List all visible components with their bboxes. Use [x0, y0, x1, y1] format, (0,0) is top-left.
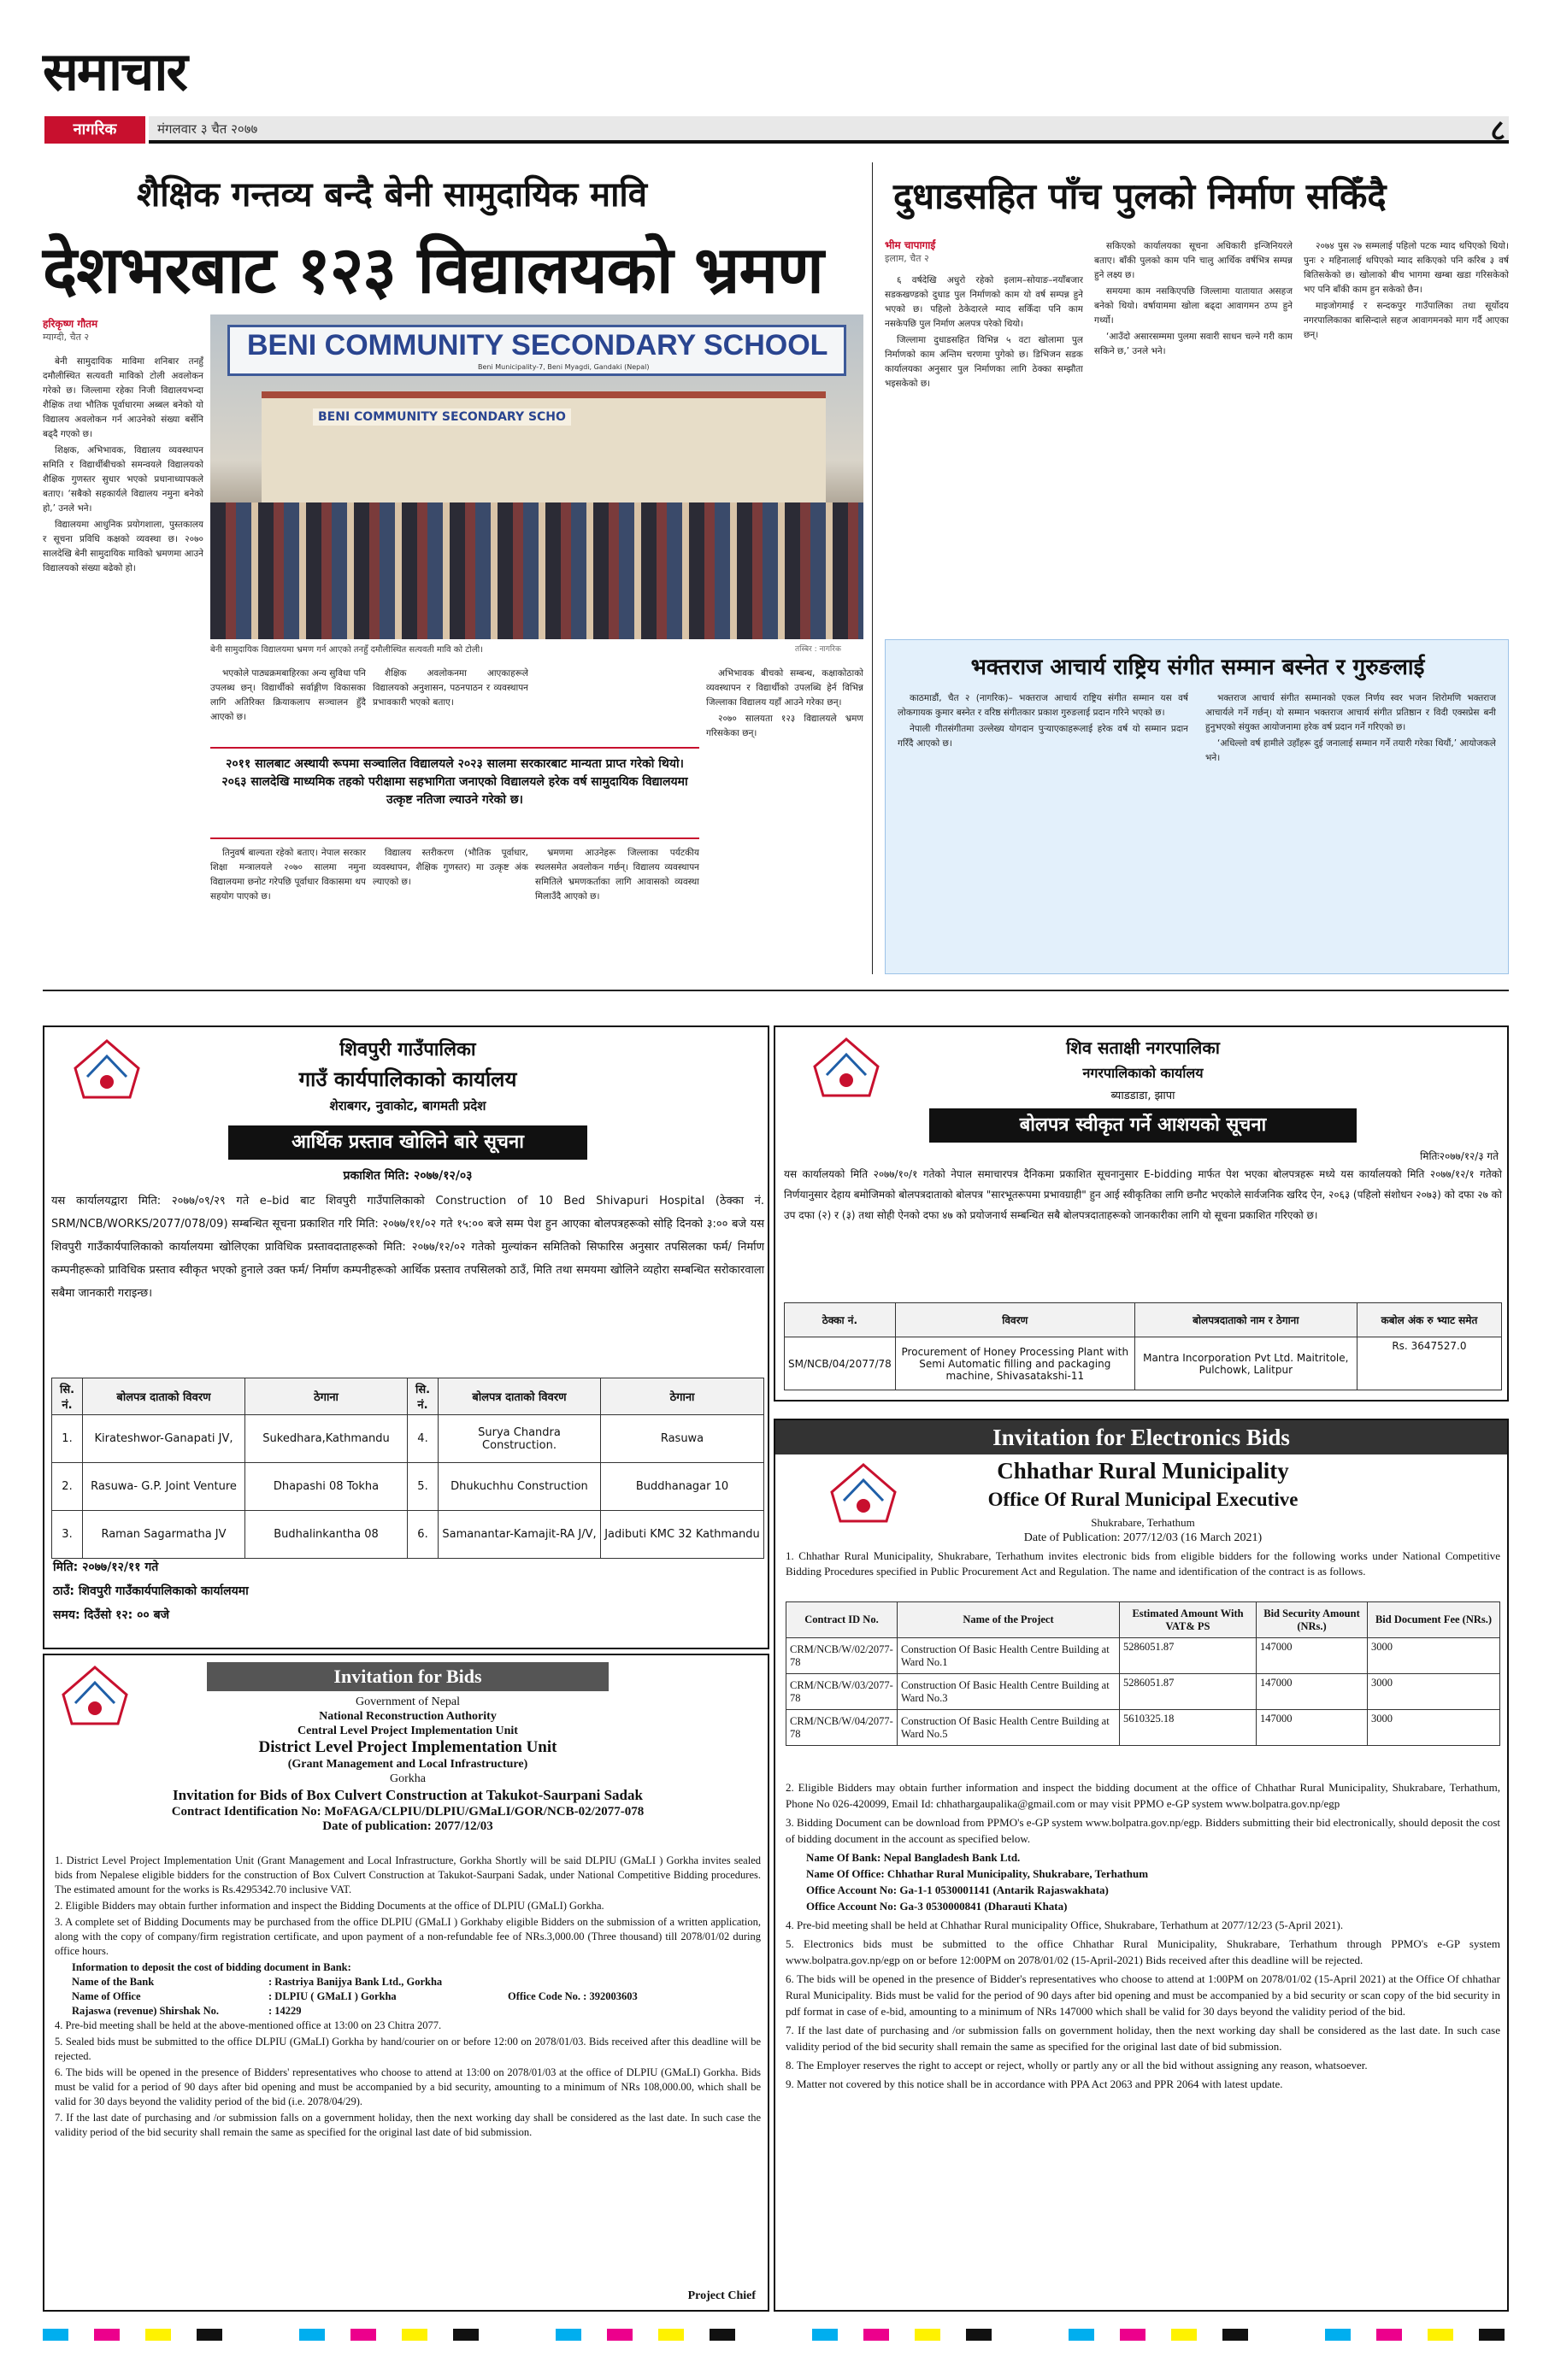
table-row: CRM/NCB/W/04/2077-78 Construction Of Basic Health Centre Building at Ward No.5 5610325.18 147000 3000 — [786, 1710, 1500, 1746]
ad3-grant: (Grant Management and Local Infrastructure) — [287, 1758, 528, 1771]
ad3-item-5: 5. Sealed bids must be submitted to the office DLPIU (GMaLI) Gorkha by hand/courier on or before 12:00 on 2078/01/03. Bids received after this deadline will be rejected. — [55, 2036, 761, 2062]
ad4-item-3: 3. Bidding Document can be download from PPMO's e-GP system www.bolpatra.gov.np/egp. Bidders submitting their bid electronically, should deposit the cost of bidding document in the account as specified below. — [786, 1816, 1500, 1845]
story-1-col4: अभिभावक बीचको सम्बन्ध, कक्षाकोठाको व्यवस्थापन र विद्यार्थीको उपलब्धि हेर्न विभिन्न जिल्लाका विद्यालय यहाँ आउने गरेका छन्। २०७० सालयता १२३ विद्यालयले भ्रमण गरिसकेका छन्। — [706, 668, 863, 738]
story-1-col2: भएकोले पाठ्यक्रमबाहिरका अन्य सुविधा पनि उपलब्ध छन्। विद्यार्थीको सर्वाङ्गीण विकासका लागि अतिरिक्त क्रियाकलाप सञ्चालन हुँदै आएको छ। — [210, 668, 366, 722]
ad3-authority: National Reconstruction Authority — [319, 1710, 497, 1723]
ad4-item-2: 2. Eligible Bidders may obtain further information and inspect the bidding document at the office of Chhathar Rural Municipality, Shukrabare, Terhathum, Phone No 026-420099, Email Id: chhathargaupalika@gmail.com or may visit PPMO e-GP system www.bolpatra.gov.np/egp — [786, 1781, 1500, 1810]
ad3-title: Invitation for Bids of Box Culvert Construction at Takukot-Saurpani Sadak — [173, 1787, 643, 1803]
issue-date: मंगलवार ३ चैत २०७७ — [157, 121, 258, 137]
ad4-bank-info — [786, 1849, 1500, 1914]
ad4-item-5: 5. Electronics bids must be submitted to the office Chhathar Rural Municipality, Shukrabare, Terhathum through PPMO's e-GP system www.bolpatra.gov.np/egp on or before 12:00PM on 2078/01/02 (15-April-2021) Bids received after this deadline will be rejected. — [786, 1937, 1500, 1966]
ad3-header — [44, 1695, 771, 1834]
color-registration-bar — [43, 2329, 1509, 2341]
ad3-unit: Central Level Project Implementation Unit — [297, 1725, 518, 1737]
ad4-item-4: 4. Pre-bid meeting shall be held at Chhathar Rural municipality Office, Shukrabare, Terhathum at 2077/12/23 (5-April 2021). — [786, 1919, 1344, 1931]
ad2-address: ब्याडडाडा, झापा — [1110, 1090, 1175, 1102]
th-sn: सि. नं. — [52, 1378, 83, 1415]
date-bar — [149, 116, 1509, 144]
story-1-dateline: म्याग्दी, चैत २ — [43, 332, 90, 343]
school-sign-text: BENI COMMUNITY SECONDARY SCHOOL — [247, 329, 828, 361]
story-1-col2b: तिनुवर्ष बाल्यता रहेको बताए। नेपाल सरकार शिक्षा मन्त्रालयले २०७० सालमा नमुना विद्यालयमा छनोट गरेपछि पूर्वाधार विकासमा थप सहयोग पाएको छ। — [210, 848, 366, 902]
ad2-body: यस कार्यालयको मिति २०७७/१०/१ गतेको नेपाल समाचारपत्र दैनिकमा प्रकाशित सूचनानुसार E-bidding मार्फत पेश भएका बोलपत्रहरू मध्ये यस कार्यालयको मिति २०७७/१२/१ गतेको निर्णयानुसार देहाय बमोजिमको बोलपत्रदाताको बोलपत्र "सारभूतरूपमा प्रभावग्राही" हुन आई स्वीकृतिका लागि छनौट भएकोले सार्वजनिक खरिद ऐन, २०६३ (पहिलो संशोधन २०७३) को दफा २७ को उप दफा (२) र (३) तथा सोही ऐनको दफा ४७ को प्रयोजनार्थ सम्बन्धित सबै बोलपत्रदाताहरूको जानकारीका लागि यो सूचना प्रकाशित गरिएको छ। — [784, 1168, 1502, 1221]
ad2-table — [784, 1302, 1502, 1390]
ad4-office: Office Of Rural Municipal Executive — [987, 1489, 1299, 1510]
ad4-item-1: 1. Chhathar Rural Municipality, Shukrabare, Terhathum invites electronic bids from eligible bidders for the following works under National Competitive Bidding Procedures specified in Public Procurement Act and Regulation. The name and identification of the contract is as follows. — [786, 1549, 1500, 1578]
story-3-col1: काठमाडौं, चैत २ (नागरिक)– भक्तराज आचार्य राष्ट्रिय संगीत सम्मान यस वर्ष लोकगायक कुमार बस्नेत र वरिष्ठ संगीतकार प्रकाश गुरुङलाई प्रदान गरिने भएको छ। नेपाली गीतसंगीतमा उल्लेख्य योगदान पुर्‍याएकाहरूलाई हरेक वर्ष यो सम्मान प्रदान गरिँदै आएको छ। — [898, 693, 1188, 749]
story-1-col3b: विद्यालय स्तरीकरण (भौतिक पूर्वाधार, व्यवस्थापन, शैक्षिक गुणस्तर) मा उत्कृष्ट अंक ल्याएको छ। — [373, 848, 528, 887]
ad4-banner: Invitation for Electronics Bids — [775, 1420, 1507, 1454]
story-1 — [43, 162, 863, 974]
ad3-item-2: 2. Eligible Bidders may obtain further information and inspect the Bidding Documents at the office of DLPIU (GMaLI) Gorkha. — [55, 1900, 604, 1912]
table-row: 3. Raman Sagarmatha JV Budhalinkantha 08 6. Samanantar-Kamajit-RA J/V, Jadibuti KMC 32 Kathmandu — [52, 1511, 764, 1559]
ad4-pub: Date of Publication: 2077/12/03 (16 March 2021) — [1023, 1531, 1263, 1544]
th-address: ठेगाना — [245, 1378, 408, 1415]
ad3-place: Gorkha — [390, 1772, 426, 1785]
ad4-address: Shukrabare, Terhathum — [1091, 1516, 1195, 1529]
th-estimated: Estimated Amount With VAT& PS — [1120, 1602, 1257, 1638]
ad3-banner: Invitation for Bids — [207, 1662, 609, 1691]
ad4-item-9: 9. Matter not covered by this notice shall be in accordance with PPA Act 2063 and PPR 2064 with latest update. — [786, 2077, 1283, 2090]
ad-shivsatakshi-notice — [774, 1025, 1509, 1402]
masthead-title: समाचार — [43, 40, 186, 103]
ad3-item-1: 1. District Level Project Implementation Unit (Grant Management and Local Infrastructure, Gorkha Shortly will be said DLPIU (GMaLI ) Gorkha invites sealed bids from Nepalese eligible bidders for the construction of Box Culvert Construction at Takukot-Saurpani Sadak, under National Competitive Bidding procedures. The estimated amount for the works is Rs.4295342.70 inclusive VAT. — [55, 1854, 761, 1895]
ad2-date: मितिः२०७७/१२/३ गते — [1420, 1150, 1499, 1162]
th-bidder: बोलपत्रदाताको नाम र ठेगाना — [1134, 1303, 1357, 1337]
ad3-items — [55, 1854, 761, 2142]
th-address: ठेगाना — [601, 1378, 764, 1415]
ad3-bank-table: Name of the Bank : Rastriya Banijya Bank Ltd., Gorkha Name of Office : DLPIU ( GMaLI ) Gorkha Office Code No. : 392003603 Rajaswa (revenue) Shirshak No. : 14229 — [72, 1976, 638, 2017]
story-3 — [885, 639, 1509, 974]
section-label: नागरिक — [44, 116, 145, 144]
ad2-office: शिव सताक्षी नगरपालिका — [1066, 1037, 1220, 1058]
photo-caption: बेनी सामुदायिक विद्यालयमा भ्रमण गर्न आएको तनहुँ दमौलीस्थित सत्यवती मावि को टोली। — [210, 645, 484, 655]
story-2-dateline: इलाम, चैत २ — [885, 253, 929, 264]
story-3-headline: भक्तराज आचार्य राष्ट्रिय संगीत सम्मान बस्नेत र गुरुङलाई — [970, 655, 1425, 680]
ad3-item-4: 4. Pre-bid meeting shall be held at the above-mentioned office at 13:00 on 23 Chitra 2077. — [55, 2019, 442, 2031]
ad1-pub-date: प्रकाशित मिति: २०७७/१२/०३ — [343, 1169, 473, 1183]
ad1-notice-title: आर्थिक प्रस्ताव खोलिने बारे सूचना — [228, 1125, 587, 1160]
school-sign-board — [227, 325, 846, 376]
story-2-col3: २०७४ पुस २७ सम्मलाई पहिलो पटक म्याद थपिएको थियो। पुनः २ महिनालाई थपिएको म्याद सकिएको पनि करिब ३ वर्ष बितिसकेको छ। खोलाको बीच भागमा खम्बा खडा गरिसकेको भए पनि बाँकी काम हुन सकेको छैन। माइजोगमाई र सन्दकपुर गाउँपालिका तथा सूर्योदय नगरपालिकाका बासिन्दाले सहज आवागमनको माग गर्दै आएका छन्। — [1304, 241, 1509, 340]
ad3-signature: Project Chief — [687, 2289, 756, 2302]
story-2-col1: ६ वर्षदेखि अधुरो रहेको इलाम–सोयाङ–नयाँबजार सडकखण्डको दुधाड पुल निर्माणको काम यो वर्ष सम्पन्न हुने भएको छ। पहिलो ठेकेदारले म्याद सकिँदा पनि काम नसकेपछि पुल निर्माण अलपत्र परेको थियो। जिल्लामा दुधाडसहित विभिन्न ५ वटा खोलामा पुल निर्माणको काम अन्तिम चरणमा पुगेको छ। डिभिजन सडक कार्यालयका अनुसार पुल निर्माणका लागि ठेक्का सम्झौता भइसकेको छ। — [885, 275, 1083, 389]
th-contract-id: Contract ID No. — [786, 1602, 898, 1638]
ad1-office: शिवपुरी गाउँपालिका — [339, 1039, 476, 1061]
table-row: 1. Kirateshwor-Ganapati JV, Sukedhara,Kathmandu 4. Surya Chandra Construction. Rasuwa — [52, 1415, 764, 1463]
story-1-byline: हरिकृष्ण गौतम — [43, 318, 98, 330]
story-1-col4b: भ्रमणमा आउनेहरू जिल्लाका पर्यटकीय स्थलसमेत अवलोकन गर्छन्। विद्यालय व्यवस्थापन समितिले भ्रमणकर्ताका लागि आवासको व्यवस्था मिलाउँदै आएको छ। — [535, 848, 699, 902]
ad4-item-7: 7. If the last date of purchasing and /or submission falls on government holiday, then the next working day shall be considered as the last date. In such case validity period of the bid security shall remain the same as specified for the original last date of bid submission. — [786, 2024, 1500, 2053]
story-1-col3: शैक्षिक अवलोकनमा आएकाहरूले विद्यालयको अनुशासन, पठनपाठन र व्यवस्थापन प्रभावकारी भएको बताए। — [373, 668, 528, 708]
ad1-body: यस कार्यालयद्वारा मिति: २०७७/०९/२९ गते e–bid बाट शिवपुरी गाउँपालिकाको Construction of 10 Bed Shivapuri Hospital (ठेक्का नं. SRM/NCB/WORKS/2077/078/09) सम्बन्धित सूचना प्रकाशित गरि मिति: २०७७/११/०२ गते १५:०० बजे सम्म पेश हुन आएका बोलपत्रहरूको सोहि दिनको ३:०० बजे यस शिवपुरी गाउँकार्यपालिकाको कार्यालयमा खोलिएका प्राविधिक प्रस्तावदाताहरूको मिति: २०७७/१२/०२ गतेको मुल्यांकन समितिको सिफारिस अनुसार तपसिलका फर्म/ निर्माण कम्पनीहरूको प्राविधिक प्रस्ताव स्वीकृत भएको हुनाले उक्त फर्म/ निर्माण कम्पनीहरूको आर्थिक प्रस्ताव तपसिलको ठाउँ, मिति तथा समयमा खोलिने व्यहोरा सम्बन्धित सरोकारवाला सबैमा जानकारी गराइन्छ। — [51, 1195, 764, 1300]
ad-chhathar-invitation — [774, 1419, 1509, 2312]
table-row: 2. Rasuwa- G.P. Joint Venture Dhapashi 08 Tokha 5. Dhukuchhu Construction Buddhanagar 10 — [52, 1463, 764, 1511]
story-2-headline: दुधाडसहित पाँच पुलको निर्माण सकिँदै — [893, 175, 1387, 217]
th-sn: सि. नं. — [408, 1378, 439, 1415]
ad3-pub-date: Date of publication: 2077/12/03 — [322, 1819, 493, 1833]
ad-shivapuri-notice — [43, 1025, 769, 1649]
table-row: CRM/NCB/W/03/2077-78 Construction Of Basic Health Centre Building at Ward No.3 5286051.87 147000 3000 — [786, 1674, 1500, 1710]
photo-credit: तस्बिर : नागरिक — [795, 645, 841, 654]
table-row: CRM/NCB/W/02/2077-78 Construction Of Basic Health Centre Building at Ward No.1 5286051.87 147000 3000 — [786, 1638, 1500, 1674]
column-divider — [872, 162, 873, 974]
ad3-contract: Contract Identification No: MoFAGA/CLPIU/DLPIU/GMaLI/GOR/NCB-02/2077-078 — [171, 1805, 645, 1819]
ad1-footer — [53, 1555, 249, 1627]
ad3-district-unit: District Level Project Implementation Unit — [258, 1738, 557, 1756]
ad3-item-7: 7. If the last date of purchasing and /or submission falls on a government holiday, then the next working day shall be considered as the last date. In such case the validity period of the bid security shall remain the same as specified for the original last date of bid submission. — [55, 2112, 761, 2138]
ad1-footer-date: मिति: २०७७/१२/११ गते — [53, 1560, 159, 1574]
ad3-item-6: 6. The bids will be opened in the presence of Bidders' representatives who choose to attend at 13:00 on 2078/01/03 at the office of DLPIU (GMaLI) Gorkha. Bids must be valid for a period of 90 days after bid opening and must be accompanied by a bid security, amounting to a minimum of NRs 108,000.00, which shall be valid for 30 days beyond the validity period of the bid (i.e. 2078/04/29). — [55, 2066, 761, 2107]
story-2-col2: सकिएको कार्यालयका सूचना अधिकारी इन्जिनियरले बताए। बाँकी पुलको काम पनि चालु आर्थिक वर्षभित्र सम्पन्न हुने लक्ष्य छ। समयमा काम नसकिएपछि जिल्लामा यातायात असहज बनेको थियो। वर्षायाममा खोला बढ्दा आवागमन ठप्प हुने गर्थ्यो। ‘आउँदो असारसम्ममा पुलमा सवारी साधन चल्ने गरी काम सकिने छ,’ उनले भने। — [1094, 241, 1293, 356]
ad4-municipality: Chhathar Rural Municipality — [997, 1458, 1289, 1484]
th-bid-security: Bid Security Amount (NRs.) — [1257, 1602, 1368, 1638]
story-2-byline: भीम चापागाईं — [885, 239, 936, 251]
ad1-bidder-table — [51, 1378, 764, 1559]
school-sign-subtext: Beni Municipality-7, Beni Myagdi, Gandaki (Nepal) — [478, 363, 650, 371]
ad4-items — [786, 1779, 1500, 2095]
ad-gorkha-invitation — [43, 1654, 769, 2312]
ad1-subtitle: गाउँ कार्यपालिकाको कार्यालय — [298, 1067, 517, 1091]
story-3-col2: भक्तराज आचार्य संगीत सम्मानको एकल निर्णय स्वर भजन शिरोमणि भक्तराज आचार्यले गर्ने गर्छन्। यो सम्मान भक्तराज आचार्य संगीत प्रतिष्ठान र विदी एक्सप्रेस बनी हुनुभएको संयुक्त आयोजनामा हरेक वर्ष प्रदान गर्ने गरिएको छ। ‘अधिल्लो वर्ष हामीले उहाँहरू दुई जनालाई सम्मान गर्ने तयारी गरेका थियौं,’ आयोजकले भने। — [1205, 693, 1496, 763]
ad1-address: शेराबगर, नुवाकोट, बागमती प्रदेश — [329, 1098, 486, 1114]
masthead — [43, 34, 1509, 154]
ad4-bank-account-1: Office Account No: Ga-1-1 0530001141 (Antarik Rajaswakhata) — [806, 1883, 1109, 1896]
ad4-bank-office: Name Of Office: Chhathar Rural Municipality, Shukrabare, Terhathum — [806, 1867, 1149, 1880]
ad2-subtitle: नगरपालिकाको कार्यालय — [1082, 1065, 1204, 1081]
th-description: विवरण — [895, 1303, 1134, 1337]
page-number: ८ — [1490, 114, 1505, 148]
ad1-footer-place: ठाउँ: शिवपुरी गाउँकार्यपालिकाको कार्यालयमा — [53, 1584, 249, 1598]
ad4-item-6: 6. The bids will be opened in the presence of Bidder's representatives who choose to attend at 1:00PM on 2078/01/02 (15-April 2021) at the Office Of chhathar Rural Municipality. Bids must be valid for the period of 90 days after bid opening and must be accompanied by a bid security or scan copy of the bid security in pdf format in case of e-bid, amounting to a minimum of NRs 147000 which shall be valid for 30 days beyond the validity period of the bid. — [786, 1972, 1500, 2018]
story-1-kicker: शैक्षिक गन्तव्य बन्दै बेनी सामुदायिक मावि — [137, 175, 648, 214]
building-sign: BENI COMMUNITY SECONDARY SCHO — [313, 408, 571, 426]
story-1-headline: देशभरबाट १२३ विद्यालयको भ्रमण — [43, 232, 823, 308]
ad1-footer-time: समय: दिउँसो १२: ०० बजे — [53, 1608, 169, 1622]
table-row: SM/NCB/04/2077/78 Procurement of Honey Processing Plant with Semi Automatic filling and packaging machine, Shivasatakshi-11 Mantra Incorporation Pvt Ltd. Maitritole, Pulchowk, Lalitpur Rs. 3647527.0 — [785, 1337, 1502, 1390]
th-bidder: बोलपत्र दाताको विवरण — [83, 1378, 245, 1415]
th-amount: कबोल अंक रु भ्याट समेत — [1357, 1303, 1501, 1337]
story-2 — [885, 171, 1509, 632]
story-1-photo — [210, 314, 863, 639]
th-project: Name of the Project — [898, 1602, 1120, 1638]
ad4-bank-name: Name Of Bank: Nepal Bangladesh Bank Ltd. — [806, 1851, 1021, 1864]
group-of-people — [210, 502, 863, 639]
th-bidder: बोलपत्र दाताको विवरण — [439, 1378, 601, 1415]
story-1-col1: बेनी सामुदायिक माविमा शनिबार तनहुँ दमौलीस्थित सत्यवती माविको टोली अवलोकन गरेको छ। जिल्लामा रहेका निजी विद्यालयभन्दा शैक्षिक तथा भौतिक पूर्वाधारमा अब्बल बनेको यो विद्यालय अवलोकन गर्न आउनेको संख्या बर्सेनि बढ्दै गएको छ। शिक्षक, अभिभावक, विद्यालय व्यवस्थापन समिति र विद्यार्थीबीचको समन्वयले विद्यालयको शैक्षिक गुणस्तर सुधार भएको प्रधानाध्यापकले बताए। ‘सबैको सहकार्यले विद्यालय नमुना बनेको हो,’ उनले भने। विद्यालयमा आधुनिक प्रयोगशाला, पुस्तकालय र सूचना प्रविधि कक्षको व्यवस्था छ। २०७० सालदेखि बेनी सामुदायिक माविको भ्रमणमा आउने विद्यालयको संख्या बढेको हो। — [43, 356, 203, 573]
ad4-bank-account-2: Office Account No: Ga-3 0530000841 (Dharauti Khata) — [806, 1900, 1068, 1913]
ad4-contract-table — [786, 1601, 1500, 1746]
section-rule — [43, 990, 1509, 991]
pull-quote: २०११ सालबाट अस्थायी रूपमा सञ्चालित विद्यालयले २०२३ सालमा सरकारबाट मान्यता प्राप्त गरेको थियो। २०६३ सालदेखि माध्यमिक तहको परीक्षामा सहभागिता जनाएको विद्यालयले हरेक वर्ष सामुदायिक विद्यालयमा उत्कृष्ट नतिजा ल्याउने गरेको छ। — [210, 747, 699, 839]
ad3-gov: Government of Nepal — [355, 1695, 461, 1708]
ad3-item-3: 3. A complete set of Bidding Documents may be purchased from the office DLPIU (GMaLI ) Gorkhaby eligible Bidders on the submission of a written application, along with the copy of company/firm registration certificate, and upon payment of a non-refundable fee of NRs.3,000.00 (Three thousand) till 2078/01/02 during office hours. — [55, 1916, 761, 1957]
ad4-item-8: 8. The Employer reserves the right to accept or reject, wholly or partly any or all the bid without assigning any reason, whatsoever. — [786, 2059, 1368, 2071]
th-doc-fee: Bid Document Fee (NRs.) — [1368, 1602, 1500, 1638]
th-contract: ठेक्का नं. — [785, 1303, 896, 1337]
ad3-bank-heading: Information to deposit the cost of bidding document in Bank: — [72, 1961, 351, 1973]
ad2-notice-title: बोलपत्र स्वीकृत गर्ने आशयको सूचना — [929, 1108, 1357, 1143]
